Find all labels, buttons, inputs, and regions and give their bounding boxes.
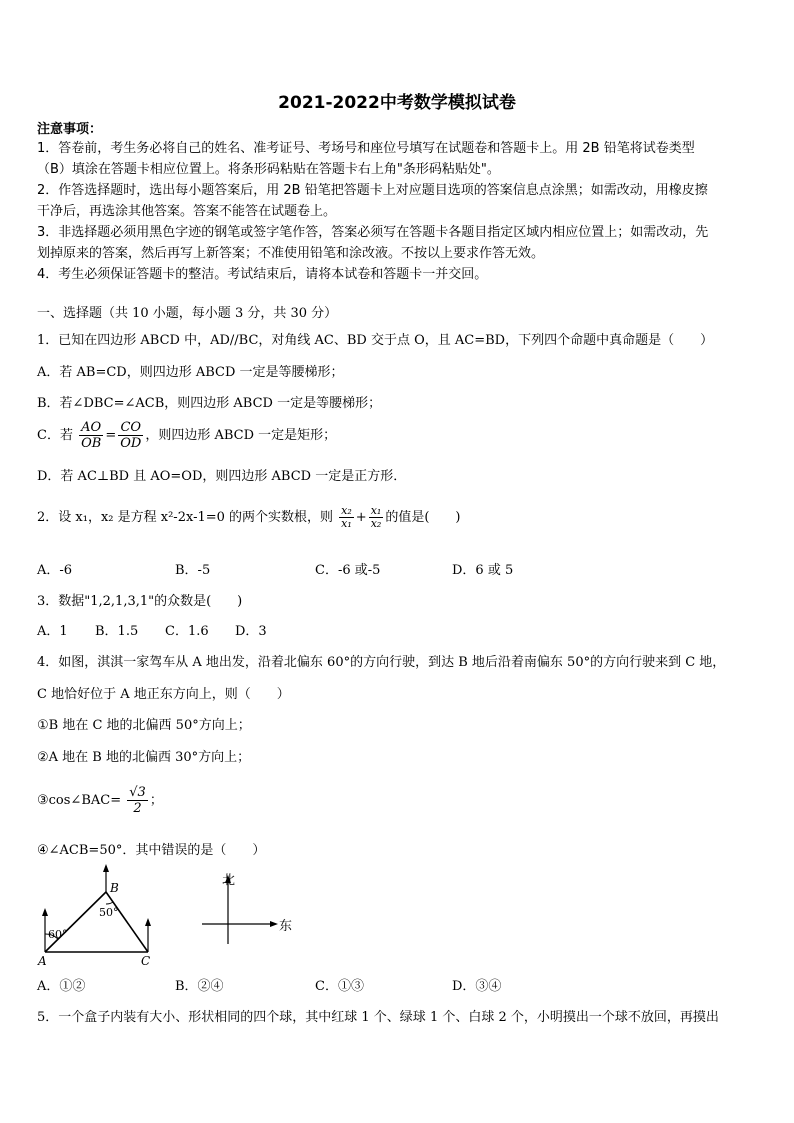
q3-options [37, 623, 267, 641]
fraction-x2-x1 [339, 505, 354, 530]
frac-num: x₂ [341, 504, 352, 517]
side-ab [45, 892, 106, 952]
angle-arc-b [106, 902, 113, 904]
angle-50-label: 50° [99, 906, 119, 919]
arrow-head-icon [42, 908, 48, 916]
q1-c-suffix: ，则四边形 ABCD 一定是矩形； [145, 428, 337, 443]
q1-c-prefix: C．若 [37, 428, 73, 443]
q3-option-d: D．3 [235, 624, 267, 639]
q2-stem [37, 505, 460, 530]
point-c-label: C [141, 954, 151, 968]
q3-option-c: C．1.6 [165, 624, 209, 639]
frac-num: √3 [129, 785, 146, 800]
frac-den: 2 [133, 801, 142, 816]
notice-line-6: 划掉原来的答案，然后再写上新答案；不准使用铅笔和涂改液。不按以上要求作答无效。 [37, 246, 545, 261]
q4-statement-3 [37, 785, 163, 816]
notice-line-2: （B）填涂在答题卡相应位置上。将条形码粘贴在答题卡右上角"条形码粘贴处"。 [37, 162, 500, 177]
q1-stem: 1．已知在四边形 ABCD 中，AD//BC，对角线 AC、BD 交于点 O，且 AC=BD，下列四个命题中真命题是（ ） [37, 333, 714, 348]
q2-options [37, 562, 513, 580]
fraction-co-od [118, 420, 143, 451]
q1-option-c [37, 420, 336, 451]
notice-line-3: 2．作答选择题时，选出每小题答案后，用 2B 铅笔把答题卡上对应题目选项的答案信息点涂黑；如需改动，用橡皮擦 [37, 183, 708, 198]
notice-line-5: 3．非选择题必须用黑色字迹的钢笔或签字笔作答，答案必须写在答题卡各题目指定区域内相应位置上；如需改动，先 [37, 225, 709, 240]
q4-option-b: B．②④ [175, 979, 224, 994]
fraction-x1-x2 [369, 505, 384, 530]
q3-option-a: A．1 [37, 624, 68, 639]
q4-stem-line-1: 4．如图，淇淇一家驾车从 A 地出发，沿着北偏东 60°的方向行驶，到达 B 地后沿着南偏东 50°的方向行驶来到 C 地， [37, 655, 726, 670]
notice-heading: 注意事项： [37, 122, 103, 137]
notice-line-7: 4．考生必须保证答题卡的整洁。考试结束后，请将本试卷和答题卡一并交回。 [37, 267, 488, 282]
frac-den: OD [120, 436, 142, 451]
point-a-label: A [38, 954, 47, 968]
east-arrow-icon [270, 921, 278, 927]
q1-option-d: D．若 AC⊥BD 且 AO=OD，则四边形 ABCD 一定是正方形． [37, 469, 407, 484]
q4-statement-1: ①B 地在 C 地的北偏西 50°方向上； [37, 718, 251, 733]
frac-num: AO [79, 420, 103, 436]
page-title: 2021-2022中考数学模拟试卷 [278, 93, 516, 113]
q2-option-d: D．6 或 5 [452, 563, 514, 578]
section-heading: 一、选择题（共 10 小题，每小题 3 分，共 30 分） [37, 306, 338, 321]
fraction-ao-ob [79, 420, 103, 451]
q4-option-c: C．①③ [315, 979, 364, 994]
frac-num: CO [118, 420, 143, 436]
frac-den: x₁ [341, 517, 352, 530]
east-label: 东 [279, 919, 293, 934]
q4-option-a: A．①② [37, 979, 86, 994]
plus-sign: + [355, 510, 367, 525]
fraction-sqrt3-over-2 [127, 785, 148, 816]
q3-option-b: B．1.5 [95, 624, 139, 639]
q4-s3-prefix: ③cos∠BAC= [37, 793, 122, 808]
frac-num: x₁ [370, 504, 382, 517]
point-b-label: B [110, 881, 119, 895]
q4-s3-suffix: ； [149, 793, 163, 808]
arrow-head-icon [103, 864, 109, 872]
q4-option-d: D．③④ [452, 979, 502, 994]
triangle-diagram [37, 864, 151, 968]
notice-line-1: 1．答卷前，考生务必将自己的姓名、准考证号、考场号和座位号填写在试题卷和答题卡上。用 2B 铅笔将试卷类型 [37, 141, 695, 156]
angle-60-label: 60° [48, 928, 68, 941]
q3-stem: 3．数据"1,2,1,3,1"的众数是( ) [37, 594, 243, 609]
q5-stem: 5．一个盒子内装有大小、形状相同的四个球，其中红球 1 个、绿球 1 个、白球 2 个，小明摸出一个球不放回，再摸出 [37, 1010, 719, 1025]
q1-option-b: B．若∠DBC=∠ACB，则四边形 ABCD 一定是等腰梯形； [37, 396, 382, 411]
q2-option-a: A．-6 [37, 563, 73, 578]
q4-stem-line-2: C 地恰好位于 A 地正东方向上，则（ ） [37, 687, 290, 702]
compass-diagram [202, 873, 292, 944]
q2-stem-b: 的值是( ) [385, 510, 461, 525]
q2-option-b: B．-5 [175, 563, 211, 578]
frac-den: x₂ [370, 517, 382, 530]
side-bc [106, 892, 148, 952]
arrow-head-icon [145, 918, 151, 926]
notice-line-4: 干净后，再选涂其他答案。答案不能答在试题卷上。 [37, 204, 337, 219]
frac-den: OB [81, 436, 102, 451]
north-label: 北 [222, 873, 236, 888]
equals-sign: = [105, 428, 117, 443]
q4-statement-4: ④∠ACB=50°．其中错误的是（ ） [37, 843, 266, 858]
q4-figure [30, 862, 300, 972]
q4-options [37, 978, 501, 996]
q4-statement-2: ②A 地在 B 地的北偏西 30°方向上； [37, 750, 251, 765]
q1-option-a: A．若 AB=CD，则四边形 ABCD 一定是等腰梯形； [37, 365, 344, 380]
q2-option-c: C．-6 或-5 [315, 563, 381, 578]
q2-stem-a: 2．设 x₁，x₂ 是方程 x²-2x-1=0 的两个实数根，则 [37, 510, 334, 525]
